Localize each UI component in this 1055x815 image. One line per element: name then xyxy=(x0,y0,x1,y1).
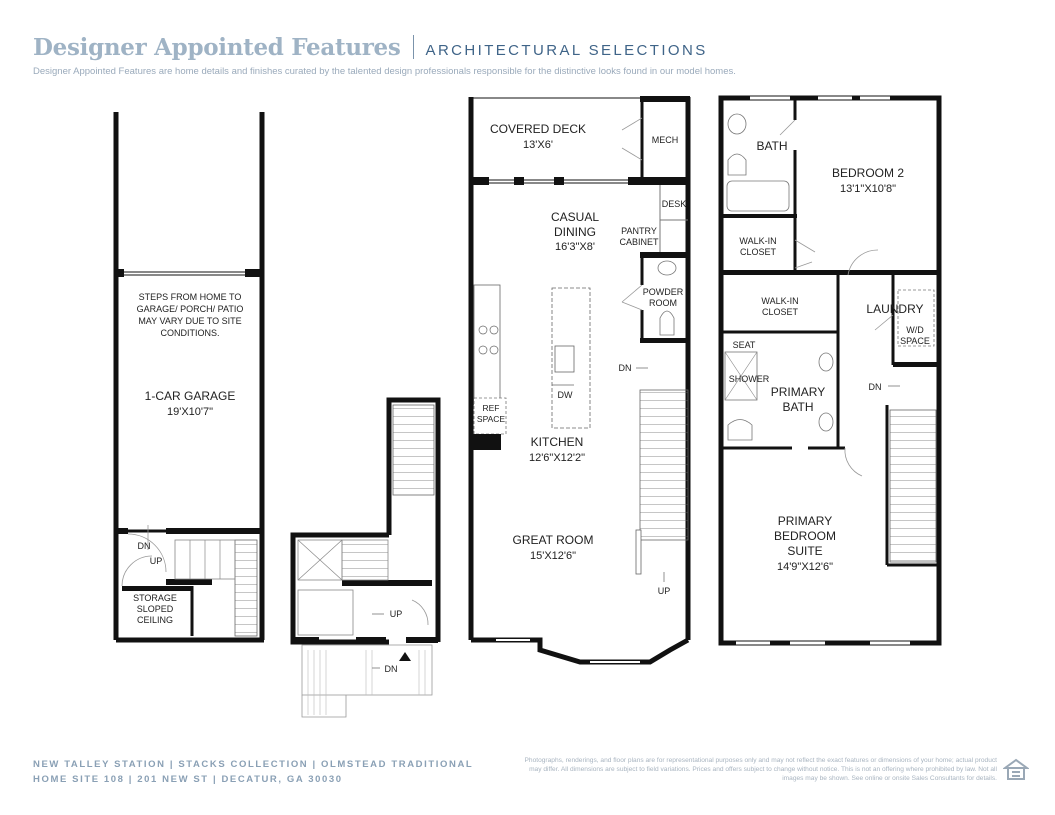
entry-level-plan xyxy=(293,400,438,717)
equal-housing-icon xyxy=(1003,757,1029,783)
garage-note-line2: GARAGE/ PORCH/ PATIO xyxy=(136,304,244,314)
seat-label: SEAT xyxy=(732,340,756,350)
intro-text: Designer Appointed Features are home details and finishes curated by the talented design professionals responsible for the distinctive looks found in our model homes. xyxy=(33,66,736,77)
page-subtitle: ARCHITECTURAL SELECTIONS xyxy=(425,42,708,59)
great-room-size: 15'X12'6" xyxy=(529,550,577,562)
entry-up-label: UP xyxy=(389,609,403,619)
great-room-name: GREAT ROOM xyxy=(512,533,594,547)
primary-suite-line2: BEDROOM xyxy=(773,529,837,543)
kitchen-size: 12'6"X12'2" xyxy=(528,452,586,464)
mech-label: MECH xyxy=(651,135,679,145)
entry-arrow-icon xyxy=(399,652,411,661)
storage-line2: SLOPED xyxy=(136,604,174,614)
deck-size: 13'X6' xyxy=(523,139,553,151)
upper-level-plan xyxy=(721,98,939,643)
garage-note-line4: CONDITIONS. xyxy=(160,328,220,338)
pantry-line1: PANTRY xyxy=(621,226,657,236)
wd-line2: SPACE xyxy=(900,336,930,346)
garage-note-line3: MAY VARY DUE TO SITE xyxy=(138,316,242,326)
bath-label: BATH xyxy=(756,139,788,153)
page-title: Designer Appointed Features xyxy=(33,34,401,61)
entry-dn-label: DN xyxy=(384,664,398,674)
pantry-line2: CABINET xyxy=(619,237,659,247)
dw-label: DW xyxy=(557,390,573,400)
primary-bath-line1: PRIMARY xyxy=(770,385,826,399)
primary-bath-line2: BATH xyxy=(782,400,814,414)
walkin2-line1: WALK-IN xyxy=(761,296,799,306)
storage-line1: STORAGE xyxy=(133,593,177,603)
main-up-label: UP xyxy=(657,586,671,596)
deck-name: COVERED DECK xyxy=(489,122,587,136)
garage-level-plan xyxy=(116,112,264,640)
walkin2-line2: CLOSET xyxy=(761,307,799,317)
powder-line1: POWDER xyxy=(642,287,684,297)
ref-line1: REF xyxy=(482,403,500,413)
dining-line1: CASUAL xyxy=(550,210,600,224)
garage-dn-label: DN xyxy=(137,541,151,551)
powder-line2: ROOM xyxy=(649,298,677,308)
dining-size: 16'3"X8' xyxy=(555,241,595,253)
kitchen-name: KITCHEN xyxy=(530,435,584,449)
garage-size: 19'X10'7" xyxy=(166,406,214,418)
footer-community: NEW TALLEY STATION | STACKS COLLECTION | OLMSTEAD TRADITIONAL xyxy=(33,759,474,770)
garage-note-line1: STEPS FROM HOME TO xyxy=(138,292,242,302)
walkin1-line1: WALK-IN xyxy=(739,236,777,246)
footer-disclaimer: Photographs, renderings, and floor plans are for representational purposes only and may not reflect the exact features or dimensions of your home; actual product may differ. All dimensions are subject to field variations. Prices and offers subject to change without notice. This is not an offering where prohibited by law. Not all images may be shown. See online or onsite Sales Consultants for details. xyxy=(524,757,997,782)
main-level-plan xyxy=(471,96,690,662)
primary-suite-size: 14'9"X12'6" xyxy=(776,561,834,573)
main-dn-label: DN xyxy=(618,363,632,373)
garage-up-label: UP xyxy=(149,556,163,566)
wd-line1: W/D xyxy=(906,325,924,335)
garage-name: 1-CAR GARAGE xyxy=(144,389,236,403)
walkin1-line2: CLOSET xyxy=(739,247,777,257)
upper-dn-label: DN xyxy=(868,382,882,392)
dining-line2: DINING xyxy=(554,225,596,239)
desk-label: DESK xyxy=(661,199,687,209)
primary-suite-line1: PRIMARY xyxy=(777,514,833,528)
primary-suite-line3: SUITE xyxy=(787,544,823,558)
ref-line2: SPACE xyxy=(476,414,506,424)
laundry-label: LAUNDRY xyxy=(866,302,924,316)
bedroom2-size: 13'1"X10'8" xyxy=(839,183,897,195)
bedroom2-name: BEDROOM 2 xyxy=(831,166,905,180)
storage-line3: CEILING xyxy=(136,615,174,625)
footer-address: HOME SITE 108 | 201 NEW ST | DECATUR, GA 30030 xyxy=(33,774,343,785)
shower-label: SHOWER xyxy=(728,374,770,384)
